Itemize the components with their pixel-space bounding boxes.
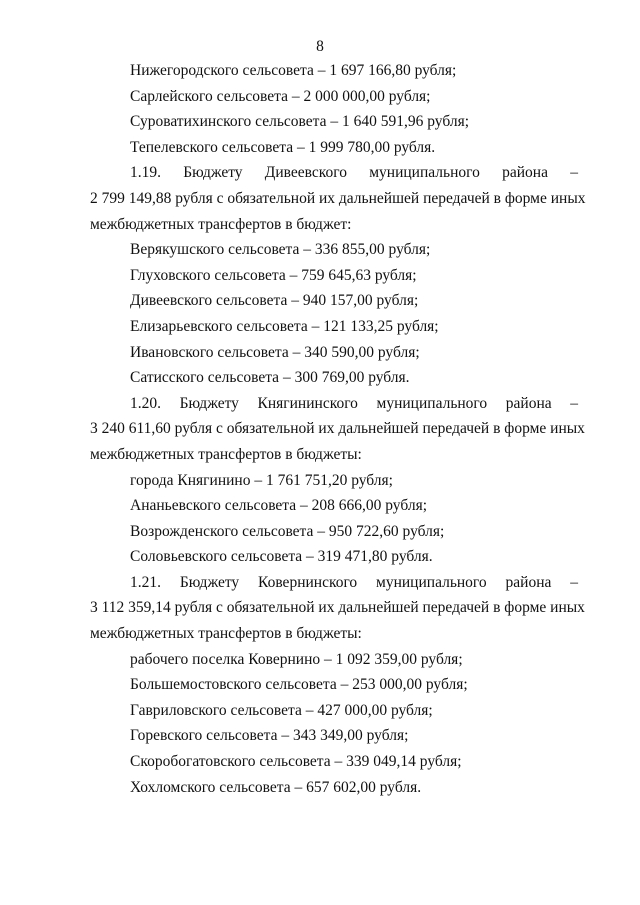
heading-word: Бюджету <box>179 573 240 591</box>
heading-word: Дивеевского <box>264 164 347 182</box>
section-number: 1.21. <box>130 573 161 591</box>
heading-word: Бюджету <box>183 164 243 182</box>
list-item: Возрожденского сельсовета – 950 722,60 рубля; <box>130 522 445 540</box>
section-number: 1.19. <box>130 164 161 182</box>
list-item: Хохломского сельсовета – 657 602,00 рубля. <box>130 778 422 796</box>
list-item: Ивановского сельсовета – 340 590,00 рубля; <box>130 343 420 361</box>
list-item: Суроватихинского сельсовета – 1 640 591,96 рубля; <box>130 113 470 131</box>
list-item: Скоробогатовского сельсовета – 339 049,14 рубля; <box>130 753 462 771</box>
heading-word: муниципального <box>369 164 480 182</box>
paragraph-line: 3 240 611,60 рубля с обязательной их дальнейшей передачей в форме иных <box>90 420 585 438</box>
paragraph-line: межбюджетных трансфертов в бюджеты: <box>90 625 362 643</box>
heading-word: Бюджету <box>179 394 239 412</box>
list-item: Верякушского сельсовета – 336 855,00 рубля; <box>130 241 431 259</box>
heading-word: муниципального <box>376 573 487 591</box>
paragraph-line: межбюджетных трансфертов в бюджет: <box>90 215 352 233</box>
heading-word: района <box>505 573 552 591</box>
list-item: рабочего поселка Ковернино – 1 092 359,00 рубля; <box>130 650 463 668</box>
page-number: 8 <box>316 38 324 55</box>
list-item: Дивеевского сельсовета – 940 157,00 рубля; <box>130 292 419 310</box>
list-item: Тепелевского сельсовета – 1 999 780,00 рубля. <box>130 138 436 156</box>
document-body <box>90 58 586 800</box>
list-item: Сатисского сельсовета – 300 769,00 рубля. <box>130 369 410 387</box>
list-item: Горевского сельсовета – 343 349,00 рубля; <box>130 727 409 745</box>
list-item: города Княгинино – 1 761 751,20 рубля; <box>130 471 393 489</box>
list-item: Глуховского сельсовета – 759 645,63 рубля; <box>130 266 417 284</box>
list-item: Большемостовского сельсовета – 253 000,00 рубля; <box>130 676 468 694</box>
heading-word: муниципального <box>376 394 488 412</box>
heading-word: Ковернинского <box>258 573 358 591</box>
list-item: Гавриловского сельсовета – 427 000,00 рубля; <box>130 701 433 719</box>
heading-dash: – <box>570 573 578 591</box>
list-item: Сарлейского сельсовета – 2 000 000,00 рубля; <box>130 87 431 105</box>
section-number: 1.20. <box>130 394 161 412</box>
section-heading-1-21 <box>90 570 578 596</box>
list-item: Соловьевского сельсовета – 319 471,80 рубля. <box>130 548 433 566</box>
list-item: Елизарьевского сельсовета – 121 133,25 рубля; <box>130 317 439 335</box>
heading-word: района <box>502 164 548 182</box>
heading-word: Княгининского <box>257 394 358 412</box>
paragraph-line: 3 112 359,14 рубля с обязательной их дальнейшей передачей в форме иных <box>90 599 585 617</box>
paragraph-line: 2 799 149,88 рубля с обязательной их дальнейшей передачей в форме иных <box>90 189 586 207</box>
heading-dash: – <box>570 394 578 412</box>
section-heading-1-20 <box>90 391 578 417</box>
paragraph-line: межбюджетных трансфертов в бюджеты: <box>90 445 362 463</box>
heading-word: района <box>505 394 552 412</box>
list-item: Ананьевского сельсовета – 208 666,00 рубля; <box>130 497 428 515</box>
heading-dash: – <box>570 164 578 182</box>
section-heading-1-19 <box>90 160 578 186</box>
list-item: Нижегородского сельсовета – 1 697 166,80 рубля; <box>130 62 457 79</box>
